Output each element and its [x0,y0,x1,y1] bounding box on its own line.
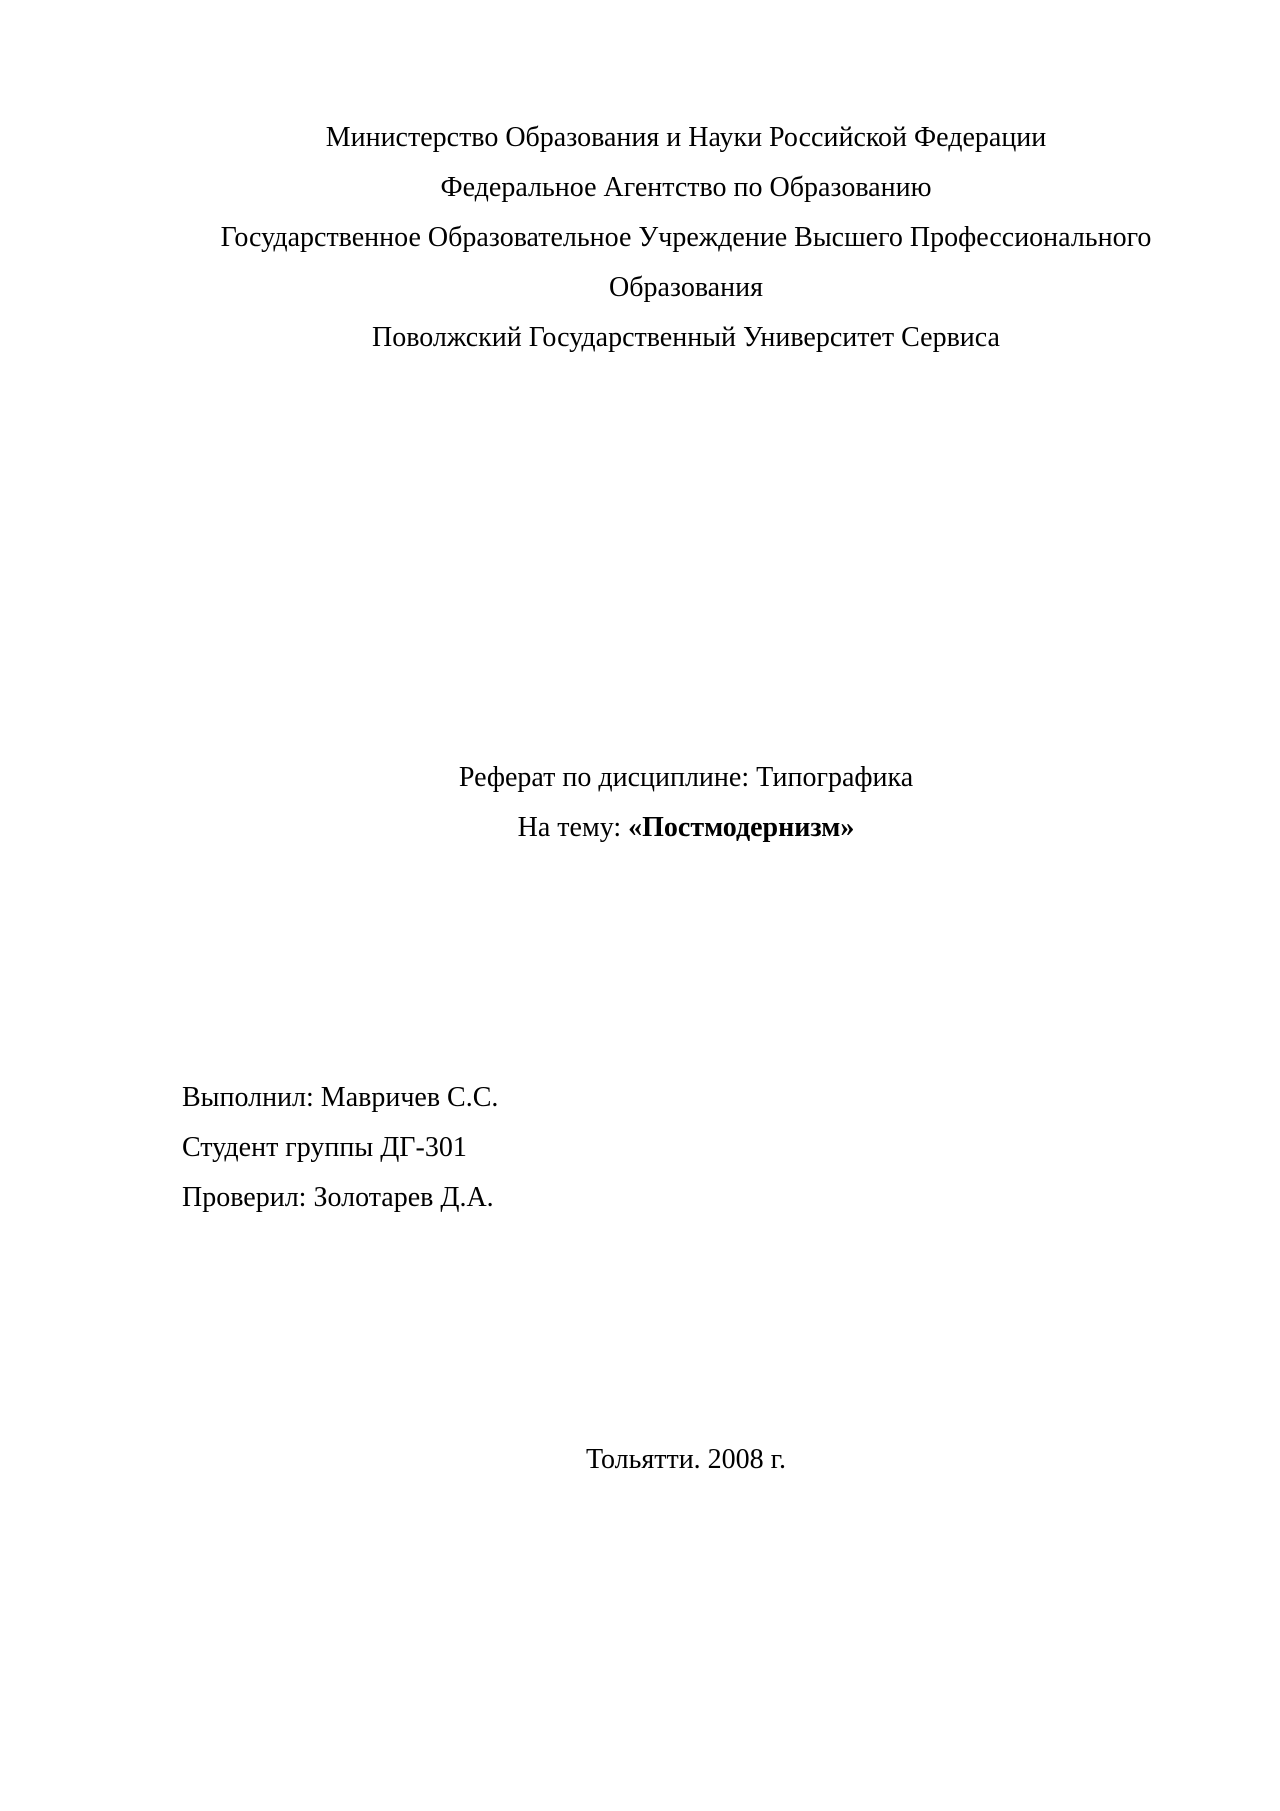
agency-line: Федеральное Агентство по Образованию [440,172,932,203]
topic-prefix: На тему: [517,812,629,843]
performed-by-line: Выполнил: Мавричев С.С. [182,1082,499,1113]
institution-line-1: Государственное Образовательное Учреждение Высшего Профессионального [220,222,1152,253]
city-year-line: Тольятти. 2008 г. [585,1444,787,1475]
institution-line-2: Образования [609,272,763,303]
university-line: Поволжский Государственный Университет Сервиса [372,322,1000,353]
topic-title: «Постмодернизм» [628,812,855,843]
student-group-line: Студент группы ДГ-301 [182,1132,467,1163]
discipline-line: Реферат по дисциплине: Типографика [458,762,914,793]
checked-by-line: Проверил: Золотарев Д.А. [182,1182,494,1213]
ministry-line: Министерство Образования и Науки Российской Федерации [325,122,1047,153]
topic-line [0,811,1280,845]
